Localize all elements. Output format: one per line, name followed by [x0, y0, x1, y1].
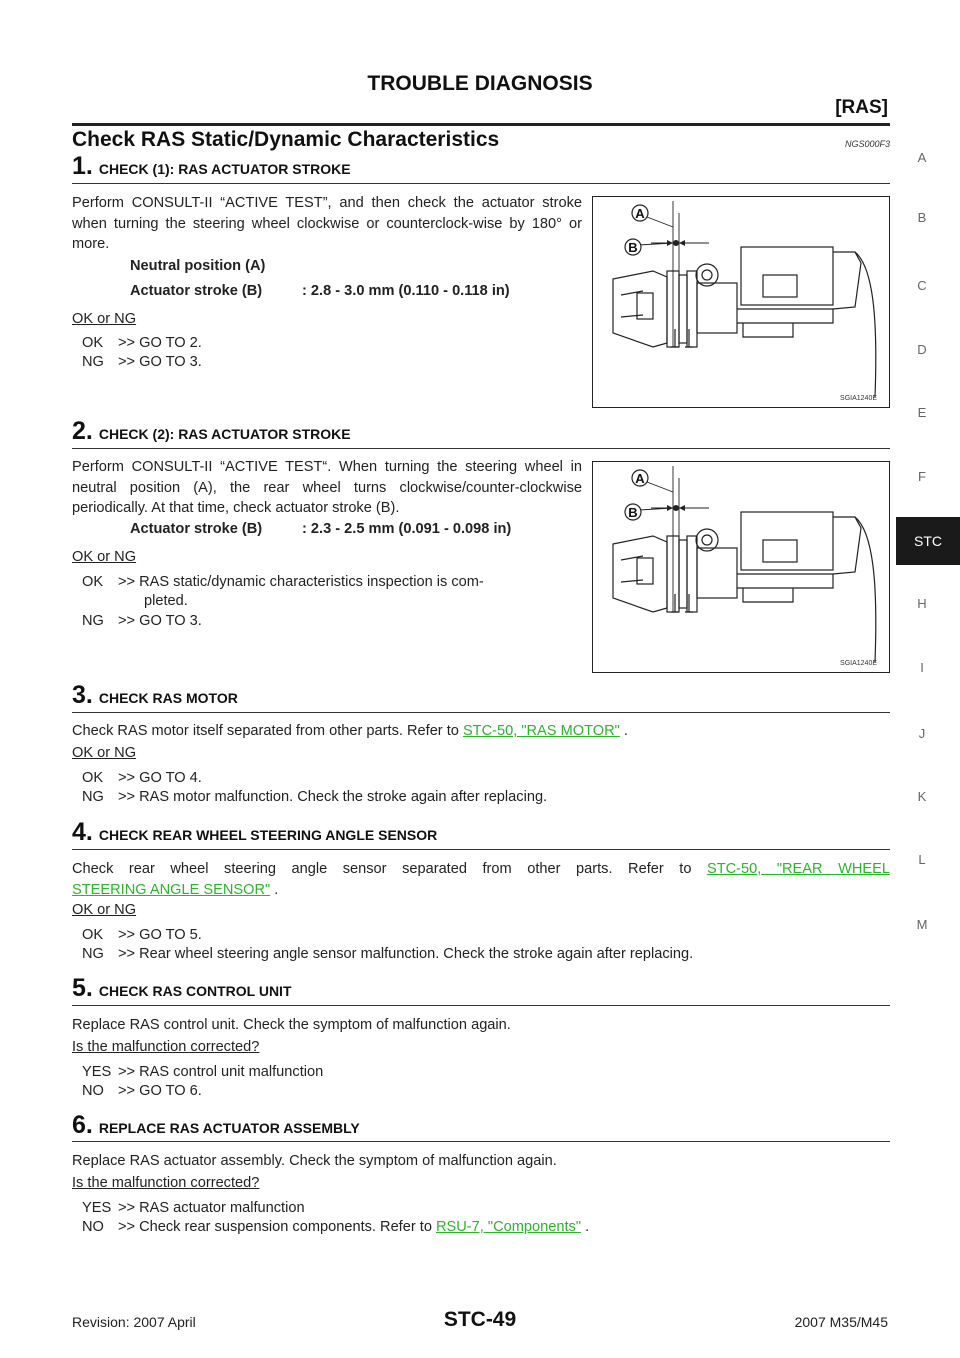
step-number: 2. [72, 417, 93, 445]
step-rule [72, 448, 890, 449]
page-header-subtitle: [RAS] [835, 97, 888, 118]
step-1-paragraph: Perform CONSULT-II “ACTIVE TEST”, and then check the actuator stroke when turning the steering wheel clockwise or counterclock-wise by 180° or more. [72, 195, 582, 252]
side-index-f[interactable]: F [918, 469, 926, 484]
result-key: NO [82, 1083, 104, 1099]
ok-or-ng-label: OK or NG [72, 549, 137, 565]
result-key: NG [82, 946, 104, 962]
step-4-heading [72, 818, 437, 847]
actuator-figure-2 [592, 461, 890, 673]
side-index-d[interactable]: D [917, 342, 927, 357]
result-key: NG [82, 789, 104, 805]
result-text: >> GO TO 6. [118, 1083, 202, 1099]
result-key: OK [82, 335, 104, 351]
result-key: YES [82, 1064, 112, 1080]
link-stc-50-rear-wheel-sensor[interactable]: STEERING ANGLE SENSOR" [72, 882, 271, 898]
result-text: >> RAS static/dynamic characteristics inspection is com- [118, 574, 484, 590]
result-text: >> GO TO 2. [118, 335, 202, 351]
result-row [82, 769, 202, 788]
section-code: NGS000F3 [845, 139, 891, 149]
result-row [82, 612, 202, 631]
side-index-e[interactable]: E [917, 405, 927, 420]
result-row [82, 788, 547, 807]
side-index-a[interactable]: A [917, 150, 927, 165]
step-rule [72, 183, 890, 184]
result-row [82, 1063, 323, 1082]
side-index-j[interactable]: J [918, 726, 926, 741]
result-continuation: pleted. [144, 593, 188, 609]
marker-b-label: B [628, 505, 638, 520]
step-title: CHECK REAR WHEEL STEERING ANGLE SENSOR [98, 827, 438, 843]
step-title: REPLACE RAS ACTUATOR ASSEMBLY [98, 1120, 360, 1136]
result-text: >> RAS motor malfunction. Check the stroke again after replacing. [118, 789, 548, 805]
link-stc-50-ras-motor[interactable]: STC-50, "RAS MOTOR" [462, 723, 620, 739]
header-rule [72, 123, 890, 126]
step-number: 6. [72, 1111, 93, 1139]
step-title: CHECK RAS CONTROL UNIT [98, 983, 292, 999]
footer-model: 2007 M35/M45 [794, 1314, 888, 1330]
result-key: OK [82, 574, 104, 590]
step-3-paragraph [72, 721, 890, 742]
side-index-l[interactable]: L [918, 852, 926, 867]
side-index-c[interactable]: C [917, 278, 927, 293]
result-row [82, 1218, 589, 1237]
side-index-h[interactable]: H [917, 596, 927, 611]
spec-value: : 2.8 - 3.0 mm (0.110 - 0.118 in) [302, 283, 510, 299]
paragraph-text: . [270, 882, 279, 898]
step-number: 3. [72, 681, 93, 709]
actuator-drawing-icon [593, 462, 889, 672]
marker-a-label: A [635, 206, 645, 221]
section-title: Check RAS Static/Dynamic Characteristics [72, 128, 500, 151]
side-index-i[interactable]: I [920, 660, 924, 675]
paragraph-text: . [619, 723, 628, 739]
spec-label: Actuator stroke (B) [130, 283, 263, 299]
result-row [82, 353, 202, 372]
result-row [82, 1199, 305, 1218]
step-rule [72, 1005, 890, 1006]
paragraph-text: Check RAS motor itself separated from other parts. Refer to [72, 723, 463, 739]
question-label: Is the malfunction corrected? [72, 1175, 260, 1191]
step-title: CHECK (1): RAS ACTUATOR STROKE [98, 161, 351, 177]
step-4-paragraph [72, 859, 890, 880]
result-text: >> Rear wheel steering angle sensor malfunction. Check the stroke again after replacing. [118, 946, 694, 962]
step-rule [72, 849, 890, 850]
step-6-paragraph: Replace RAS actuator assembly. Check the symptom of malfunction again. [72, 1153, 557, 1169]
paragraph-text: Check rear wheel steering angle sensor separated from other parts. Refer to [72, 861, 707, 877]
step-title: CHECK (2): RAS ACTUATOR STROKE [98, 426, 351, 442]
step-2-paragraph: Perform CONSULT-II “ACTIVE TEST“. When turning the steering wheel in neutral position (A), the rear wheel turns clockwise/counter-clockwise periodically. At that time, check actuator stroke (B). [72, 459, 582, 516]
side-index-stc-tab[interactable]: STC [896, 517, 960, 565]
step-rule [72, 712, 890, 713]
result-row [82, 334, 202, 353]
result-text: >> RAS control unit malfunction [118, 1064, 324, 1080]
step-1-heading [72, 152, 351, 181]
step-rule [72, 1141, 890, 1142]
result-text: >> GO TO 4. [118, 770, 202, 786]
link-rsu-7-components[interactable]: RSU-7, "Components" [436, 1219, 582, 1235]
step-title: CHECK RAS MOTOR [98, 690, 238, 706]
result-row [82, 945, 693, 964]
step-2-heading [72, 417, 351, 446]
result-key: NO [82, 1219, 104, 1235]
result-key: NG [82, 613, 104, 629]
step-3-heading [72, 681, 238, 710]
actuator-figure-1 [592, 196, 890, 408]
link-stc-50-rear-wheel-sensor[interactable]: STC-50, "REAR WHEEL [706, 861, 890, 877]
side-index-k[interactable]: K [917, 789, 927, 804]
ok-or-ng-label: OK or NG [72, 902, 137, 918]
footer-revision: Revision: 2007 April [72, 1314, 196, 1330]
result-text: . [581, 1219, 590, 1235]
step-5-paragraph: Replace RAS control unit. Check the symptom of malfunction again. [72, 1017, 511, 1033]
ok-or-ng-label: OK or NG [72, 311, 137, 327]
result-key: OK [82, 770, 104, 786]
step-6-heading [72, 1111, 360, 1140]
figure-code: SGIA1240E [840, 395, 877, 402]
step-number: 1. [72, 152, 93, 180]
side-index-b[interactable]: B [917, 210, 927, 225]
result-row [82, 1082, 202, 1101]
marker-b-label: B [628, 240, 638, 255]
side-index-m[interactable]: M [916, 917, 928, 932]
ok-or-ng-label: OK or NG [72, 745, 137, 761]
marker-a-label: A [635, 471, 645, 486]
spec-value: : 2.3 - 2.5 mm (0.091 - 0.098 in) [302, 521, 512, 537]
result-key: NG [82, 354, 104, 370]
spec-label: Neutral position (A) [130, 258, 266, 274]
question-label: Is the malfunction corrected? [72, 1039, 260, 1055]
step-5-heading [72, 974, 292, 1003]
result-key: OK [82, 927, 104, 943]
step-number: 5. [72, 974, 93, 1002]
actuator-drawing-icon [593, 197, 889, 407]
result-text: >> GO TO 5. [118, 927, 202, 943]
result-text: >> GO TO 3. [118, 613, 202, 629]
result-text: >> RAS actuator malfunction [118, 1200, 305, 1216]
result-key: YES [82, 1200, 112, 1216]
result-row [82, 573, 582, 592]
result-row [82, 926, 202, 945]
figure-code: SGIA1240E [840, 660, 877, 667]
result-text: >> Check rear suspension components. Refer to [118, 1219, 436, 1235]
page-number: STC-49 [443, 1308, 517, 1331]
step-4-paragraph-line2 [72, 880, 278, 901]
step-number: 4. [72, 818, 93, 846]
spec-label: Actuator stroke (B) [130, 521, 263, 537]
page-header-title: TROUBLE DIAGNOSIS [367, 72, 593, 95]
result-text: >> GO TO 3. [118, 354, 202, 370]
